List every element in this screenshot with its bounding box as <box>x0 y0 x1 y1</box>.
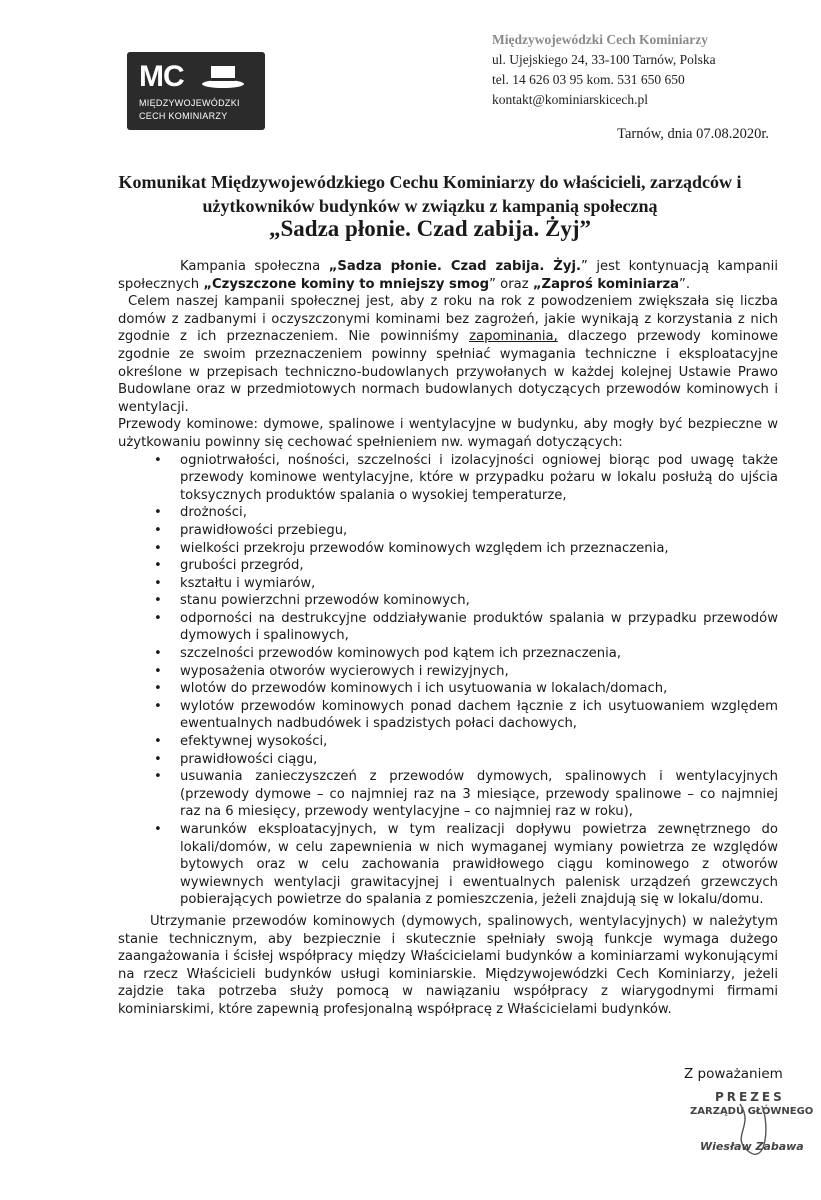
letter-date: Tarnów, dnia 07.08.2020r. <box>617 126 769 142</box>
address: ul. Ujejskiego 24, 33-100 Tarnów, Polska <box>492 52 716 67</box>
list-item: • odporności na destrukcyjne oddziaływanie produktów spalania w przypadku przewodów dymowych i spalinowych, <box>180 610 778 645</box>
intro-text-4: ”. <box>679 276 691 292</box>
list-item: • prawidłowości ciągu, <box>180 751 778 769</box>
list-item: • stanu powierzchni przewodów kominowych, <box>180 592 778 610</box>
list-item: • warunków eksploatacyjnych, w tym realizacji dopływu powietrza zewnętrznego do lokali/domów, w celu zapewnienia w nich wymaganej wymiany powietrza ze względów bytowych oraz w celu zachowania prawidłowego ciągu kominowego z otworów wywiewnych wentylacji grawitacyjnej i ewentualnych palenisk urządzeń grzewczych pobierających powietrze do spalania z pomieszczenia, jeżeli znajdują się w lokalu/domu. <box>180 821 778 909</box>
goal-underlined-word: zapominania, <box>469 329 558 345</box>
list-item: • grubości przegród, <box>180 557 778 575</box>
goal-paragraph <box>118 293 778 416</box>
list-item: • wielkości przekroju przewodów kominowych względem ich przeznaczenia, <box>180 540 778 558</box>
letter-title: Komunikat Międzywojewódzkiego Cechu Kominiarzy do właścicieli, zarządców i użytkowników budynków w związku z kampanią społeczną <box>118 172 742 216</box>
list-item: • wyposażenia otworów wycierowych i rewizyjnych, <box>180 663 778 681</box>
intro-text-1: Kampania społeczna <box>180 259 329 274</box>
list-item: • drożności, <box>180 504 778 522</box>
intro-campaign-3: „Zaproś kominiarza <box>532 276 680 292</box>
intro-text-3: ” oraz <box>489 276 533 292</box>
goal-text-1: Celem naszej kampanii społecznej jest, aby z roku na rok z powodzeniem zwiększała się liczba domów z zadbanymi i oczyszczonymi kominami bez zagrożeń, jakie wynikają z korzystania z nich zgodnie z ich przeznaczeniem. Nie powinniśmy <box>118 294 778 345</box>
requirements-intro: Przewody kominowe: dymowe, spalinowe i wentylacyjne w budynku, aby mogły być bezpieczne w użytkowaniu powinny się cechować spełnieniem nw. wymagań dotyczących: <box>118 417 778 450</box>
list-item: • kształtu i wymiarów, <box>180 575 778 593</box>
goal-text-2: dlaczego przewody kominowe zgodnie ze swoim przeznaczeniem powinny spełniać wymagania techniczne i eksploatacyjne określone w przepisach techniczno-budowlanych przywołanych w każdej kolejnej Ustawie Prawo Budowlane oraz w przedmiotowych normach budowlanych dotyczących przewodów kominowych i wentylacji. <box>118 329 778 415</box>
letter-body <box>118 258 778 1019</box>
requirements-list <box>118 452 778 909</box>
top-hat-icon <box>199 64 245 90</box>
list-item: • wlotów do przewodów kominowych i ich usytuowania w lokalach/domach, <box>180 680 778 698</box>
list-item: • usuwania zanieczyszczeń z przewodów dymowych, spalinowych i wentylacyjnych (przewody dymowe – co najmniej raz na 3 miesiące, przewody spalinowe – co najmniej raz na 6 miesięcy, przewody wentylacyjne – co najmniej raz w roku), <box>180 768 778 821</box>
campaign-slogan: „Sadza płonie. Czad zabija. Żyj” <box>268 216 592 241</box>
organization-name: Międzywojewódzki Cech Kominiarzy <box>492 32 708 47</box>
contact-block <box>492 30 716 110</box>
list-item: • szczelności przewodów kominowych pod kątem ich przeznaczenia, <box>180 645 778 663</box>
regards: Z poważaniem <box>684 1066 783 1082</box>
signature-scribble-icon <box>700 1096 810 1166</box>
stamp-role: PREZES <box>715 1090 785 1104</box>
email: kontakt@kominiarskicech.pl <box>492 92 649 107</box>
list-item: • ogniotrwałości, nośności, szczelności i izolacyjności ogniowej biorąc pod uwagę także przewody kominowe wentylacyjne, które w przypadku pożaru w lokalu posłużą do ujścia toksycznych produktów spalania o wysokiej temperaturze, <box>180 452 778 505</box>
stamp-board: ZARZĄDU GŁÓWNEGO <box>690 1106 814 1117</box>
logo-text-line1: MIĘDZYWOJEWÓDZKI <box>139 98 240 108</box>
intro-campaign-2: „Czyszczone kominy to mniejszy smog <box>203 276 490 292</box>
closing-paragraph: Utrzymanie przewodów kominowych (dymowych, spalinowych, wentylacyjnych) w należytym stanie technicznym, aby bezpiecznie i skutecznie spełniały swoją funkcje wymaga dużego zaangażowania i ścisłej współpracy między Właścicielami budynków a kominiarzami wykonującymi na rzecz Właścicieli budynków usługi kominiarskie. Międzywojewódzki Cech Kominiarzy, jeżeli zajdzie taka potrzeba służy pomocą w nawiązaniu współpracy z wiarygodnymi firmami kominiarskimi, które zapewnią profesjonalną współpracę z Właścicielami budynków. <box>118 913 778 1017</box>
logo-monogram: MC <box>139 60 184 93</box>
intro-campaign-1: „Sadza płonie. Czad zabija. Żyj. <box>328 259 581 274</box>
list-item: • prawidłowości przebiegu, <box>180 522 778 540</box>
list-item: • efektywnej wysokości, <box>180 733 778 751</box>
logo-text-line2: CECH KOMINIARZY <box>139 111 228 121</box>
list-item: • wylotów przewodów kominowych ponad dachem łącznie z ich usytuowaniem względem ewentualnych nadbudówek i spadzistych połaci dachowych, <box>180 698 778 733</box>
signatory-name: Wiesław Zabawa <box>700 1140 804 1153</box>
intro-text-2: ” jest kontynuacją kampanii społecznych <box>118 259 778 292</box>
guild-logo <box>127 52 265 130</box>
phone: tel. 14 626 03 95 kom. 531 650 650 <box>492 72 685 87</box>
intro-paragraph <box>118 258 778 293</box>
